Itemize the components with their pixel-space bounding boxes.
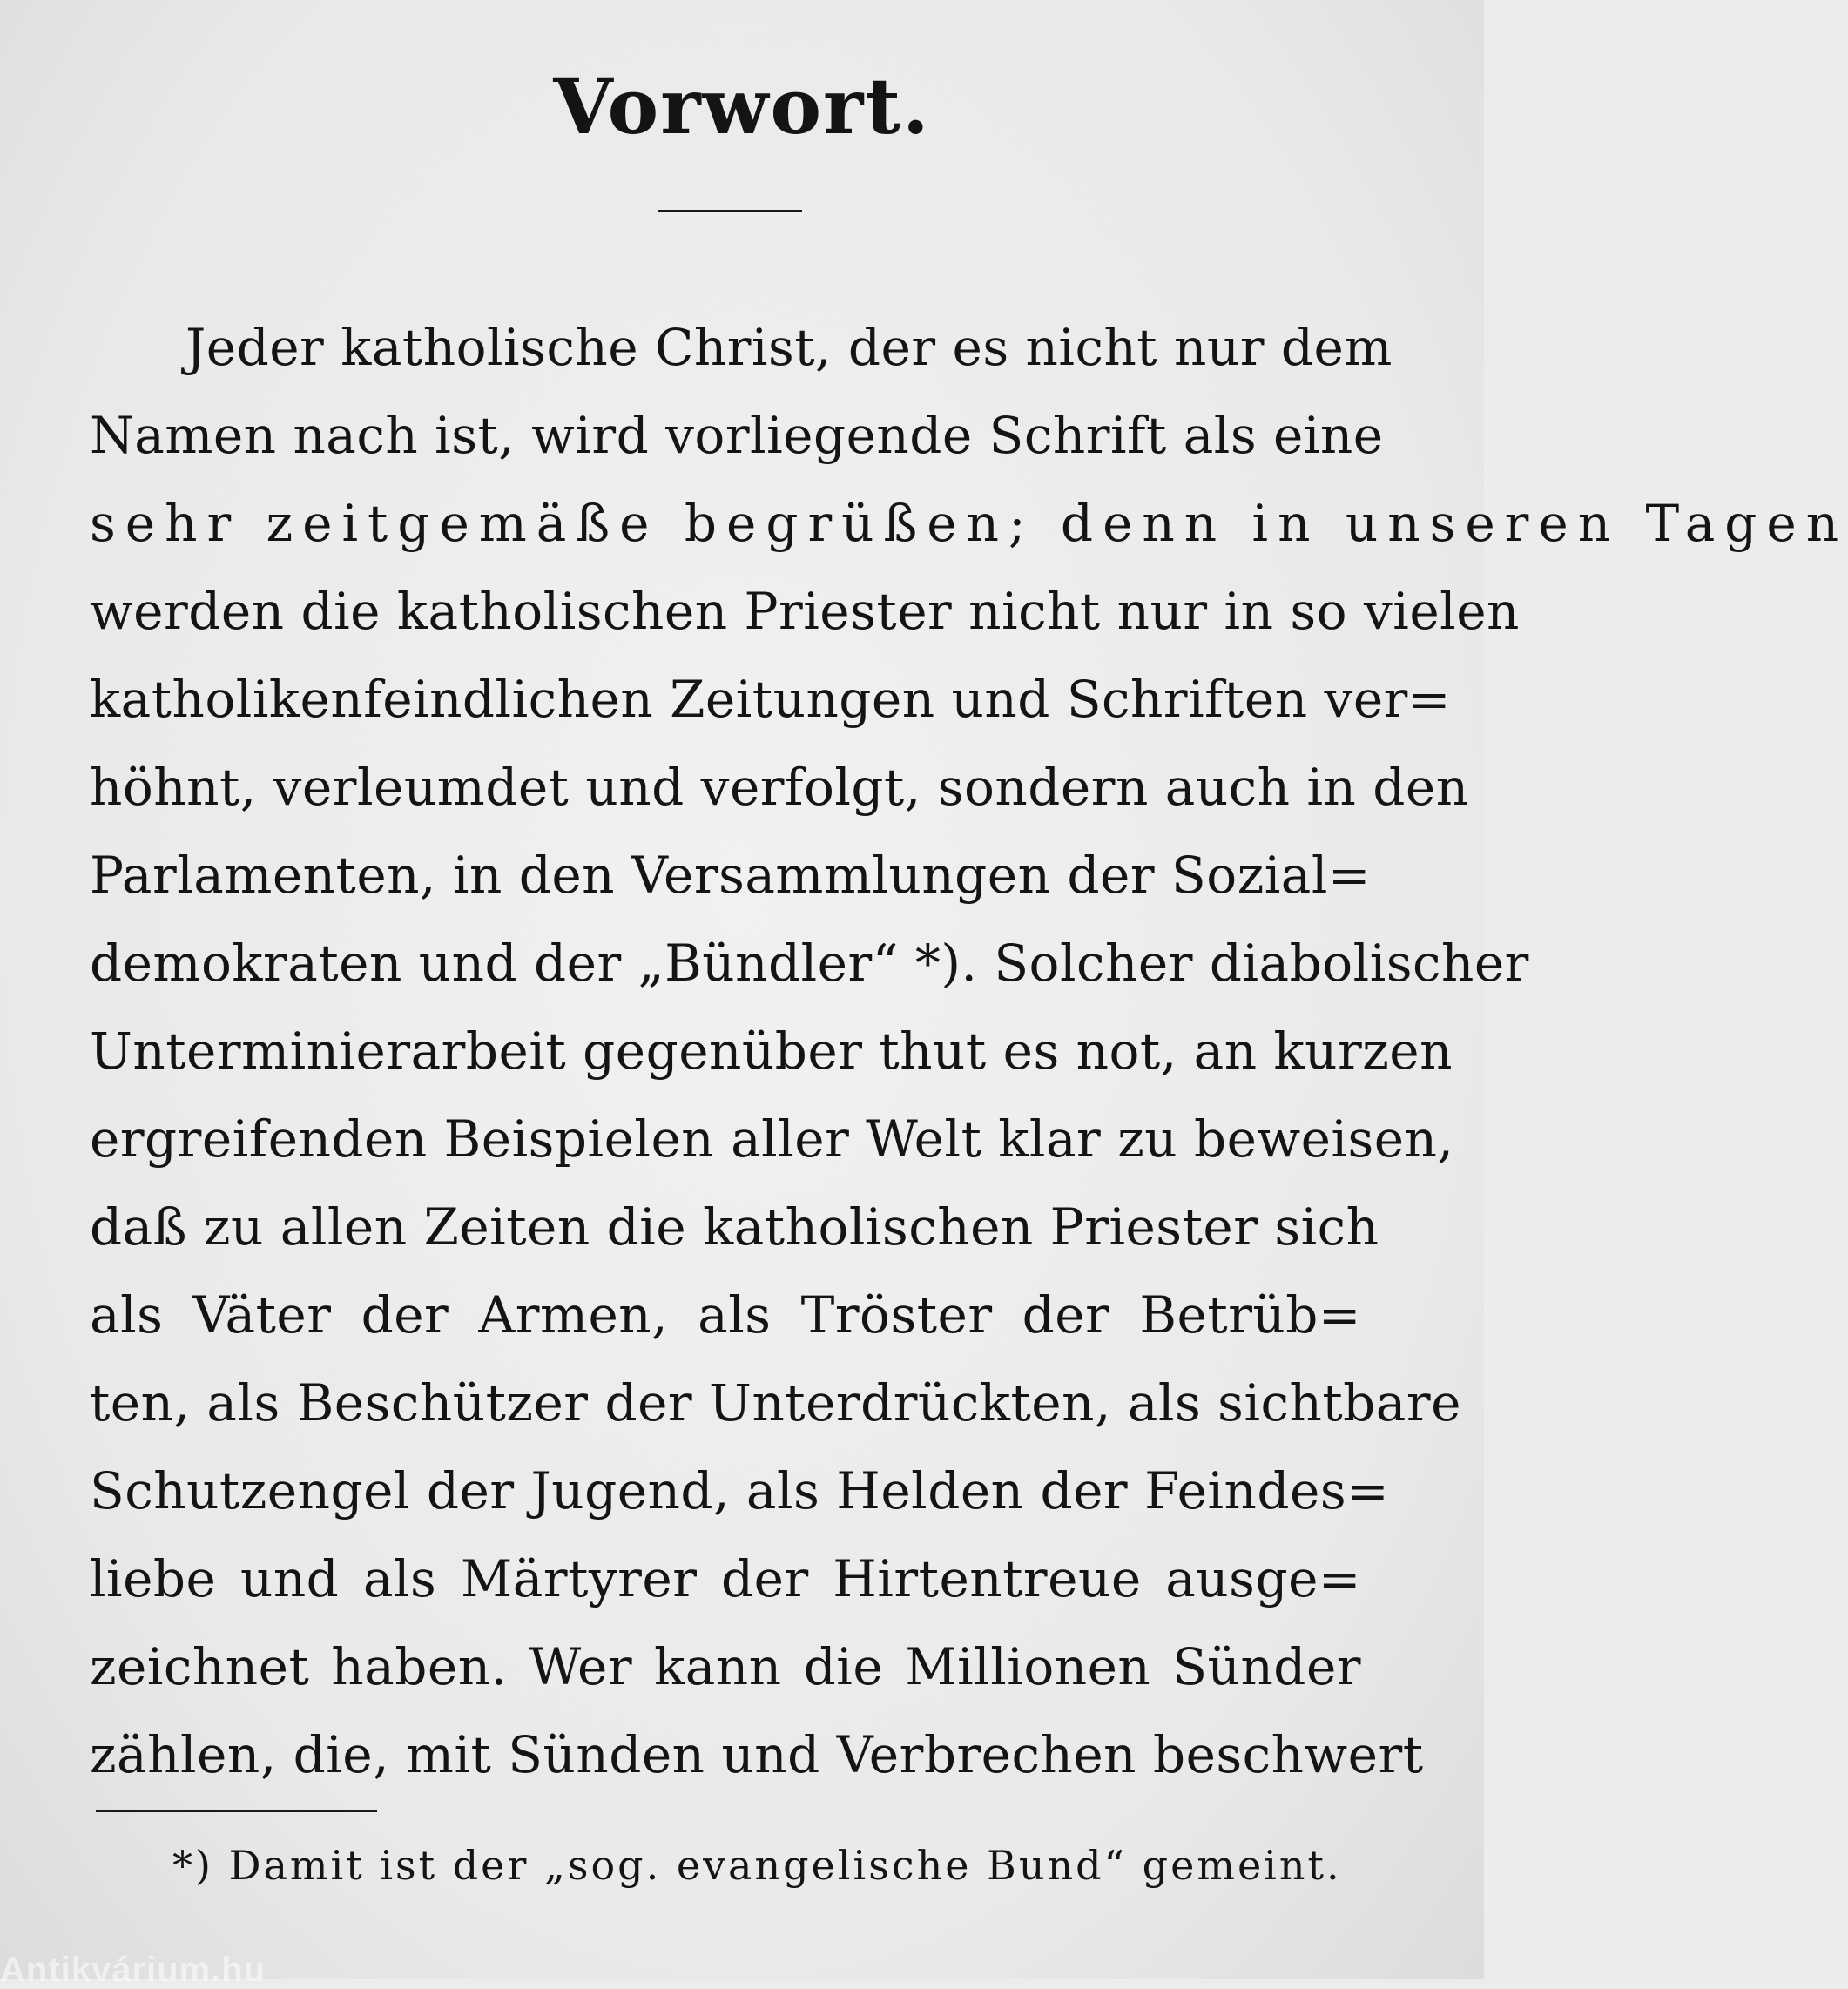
text-line: Unterminierarbeit gegenüber thut es not, an kurzen bbox=[90, 1021, 1453, 1081]
text-line: ergreifenden Beispielen aller Welt klar zu beweisen, bbox=[90, 1109, 1454, 1169]
text-line: als Väter der Armen, als Tröster der Betrüb= bbox=[90, 1285, 1361, 1345]
text-line: katholikenfeindlichen Zeitungen und Schriften ver= bbox=[90, 670, 1451, 729]
text-line: sehr zeitgemäße begrüßen; denn in unseren Tagen bbox=[90, 494, 1848, 553]
footnote-divider bbox=[96, 1810, 377, 1812]
text-line: zählen, die, mit Sünden und Verbrechen beschwert bbox=[90, 1725, 1424, 1784]
body-paragraph bbox=[90, 304, 1848, 1799]
text-line: daß zu allen Zeiten die katholischen Priester sich bbox=[90, 1197, 1379, 1257]
watermark: Antikvárium.hu bbox=[0, 1951, 266, 1989]
footnote: *) Damit ist der „sog. evangelische Bund“ gemeint. bbox=[172, 1842, 1342, 1889]
text-line: ten, als Beschützer der Unterdrückten, als sichtbare bbox=[90, 1373, 1461, 1433]
text-line: Jeder katholische Christ, der es nicht nur dem bbox=[185, 318, 1393, 377]
text-line: Schutzengel der Jugend, als Helden der Feindes= bbox=[90, 1461, 1390, 1520]
title-divider bbox=[658, 210, 802, 212]
text-line: liebe und als Märtyrer der Hirtentreue ausge= bbox=[90, 1549, 1361, 1608]
page-title: Vorwort. bbox=[553, 61, 931, 152]
text-line: zeichnet haben. Wer kann die Millionen Sünder bbox=[90, 1637, 1361, 1696]
text-line: höhnt, verleumdet und verfolgt, sondern auch in den bbox=[90, 758, 1469, 817]
text-line: demokraten und der „Bündler“ *). Solcher diabolischer bbox=[90, 934, 1529, 993]
text-line: werden die katholischen Priester nicht nur in so vielen bbox=[90, 582, 1520, 641]
text-line: Parlamenten, in den Versammlungen der Sozial= bbox=[90, 846, 1372, 905]
text-line: Namen nach ist, wird vorliegende Schrift als eine bbox=[90, 406, 1384, 465]
